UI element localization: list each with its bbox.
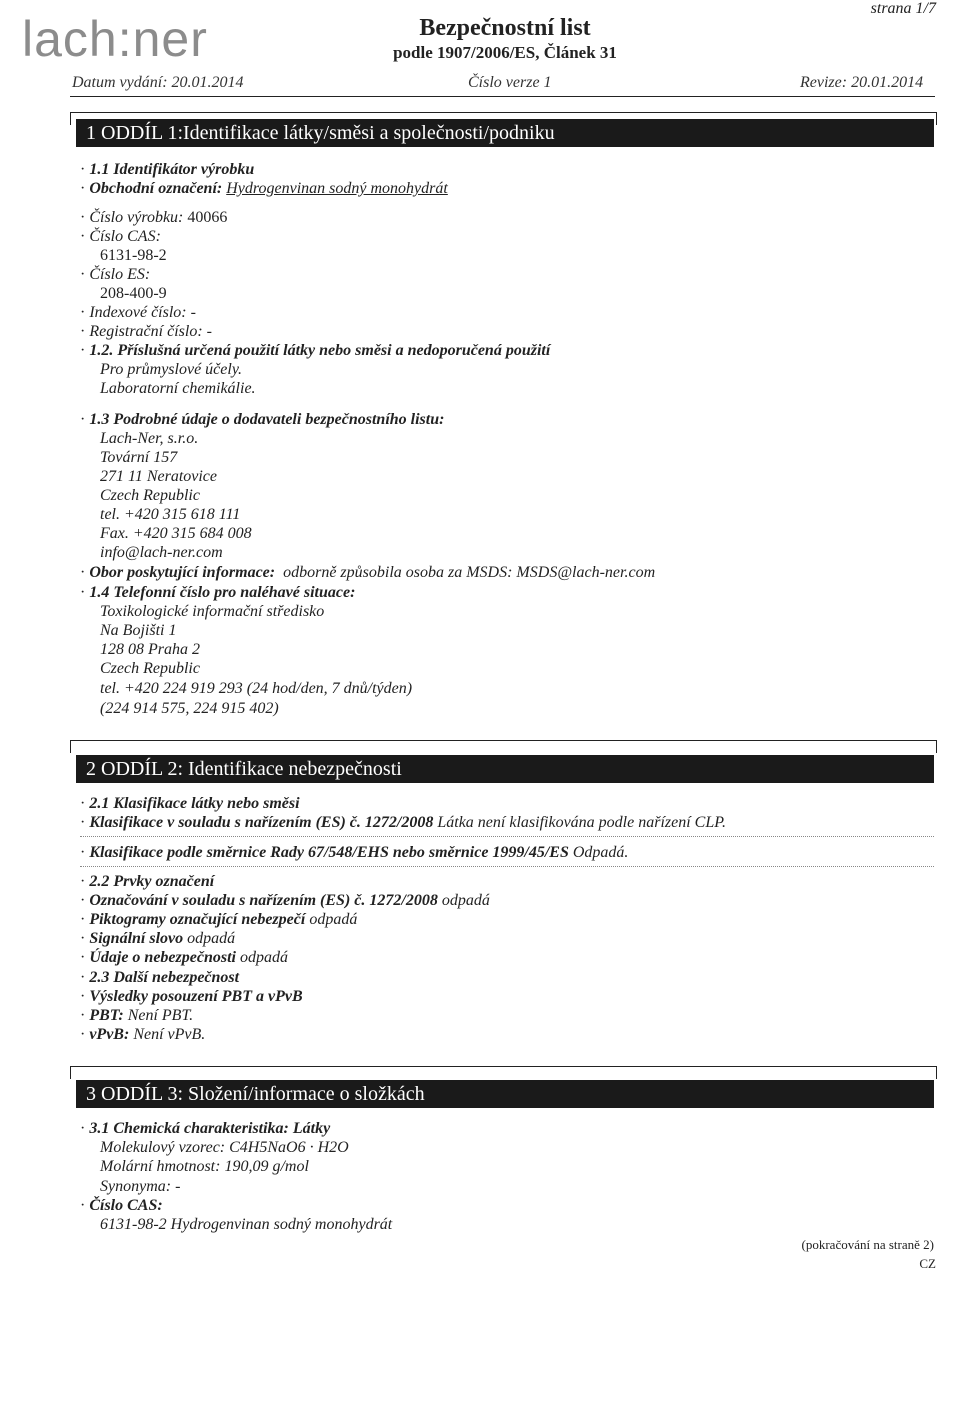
supplier-line: 271 11 Neratovice <box>100 468 218 485</box>
product-number: · Číslo výrobku: 40066 <box>80 209 228 226</box>
emergency-line: (224 914 575, 224 915 402) <box>100 700 279 717</box>
language-code: CZ <box>919 1256 936 1271</box>
es-number: 208-400-9 <box>100 285 167 302</box>
dsd-classification: · Klasifikace podle směrnice Rady 67/548/EHS nebo směrnice 1999/45/ES Odpadá. <box>80 844 629 861</box>
pictograms: · Piktogramy označující nebezpečí odpadá <box>80 911 358 928</box>
labelling: · Označování v souladu s nařízením (ES) č. 1272/2008 odpadá <box>80 892 490 909</box>
registration-number: · Registrační číslo: - <box>80 323 212 340</box>
dotted-divider <box>80 866 934 867</box>
info-contact: · Obor poskytující informace: odborně způsobila osoba za MSDS: MSDS@lach-ner.com <box>80 564 656 581</box>
revision-date: Revize: 20.01.2014 <box>800 74 924 91</box>
hazard-statements: · Údaje o nebezpečnosti odpadá <box>80 949 288 966</box>
document-title: Bezpečnostní list <box>419 15 591 41</box>
section-2-heading: 2 ODDÍL 2: Identifikace nebezpečnosti <box>76 755 934 783</box>
supplier-line: tel. +420 315 618 111 <box>100 506 241 523</box>
synonyms: Synonyma: - <box>100 1178 181 1195</box>
signal-word: · Signální slovo odpadá <box>80 930 236 947</box>
section-1-heading: 1 ODDÍL 1:Identifikace látky/směsi a společnosti/podniku <box>76 119 934 147</box>
supplier-email[interactable]: info@lach-ner.com <box>100 544 223 561</box>
supplier-line: Lach-Ner, s.r.o. <box>100 430 199 447</box>
use-line: Laboratorní chemikálie. <box>100 380 256 397</box>
page-number: strana 1/7 <box>870 0 936 17</box>
molar-mass: Molární hmotnost: 190,09 g/mol <box>100 1158 309 1175</box>
pbt-line: · PBT: Není PBT. <box>80 1007 194 1024</box>
pbt-results: · Výsledky posouzení PBT a vPvB <box>80 988 303 1005</box>
cas-line: 6131-98-2 Hydrogenvinan sodný monohydrát <box>100 1216 393 1233</box>
cas-label: · Číslo CAS: <box>80 1197 163 1214</box>
emergency-line: Czech Republic <box>100 660 200 677</box>
cas-label: · Číslo CAS: <box>80 228 161 245</box>
dotted-divider <box>80 836 934 837</box>
list-item: · 1.2. Příslušná určená použití látky nebo směsi a nedoporučená použití <box>80 342 551 359</box>
emergency-line: tel. +420 224 919 293 (24 hod/den, 7 dnů/týden) <box>100 680 413 697</box>
list-item: · 2.3 Další nebezpečnost <box>80 969 240 986</box>
index-number: · Indexové číslo: - <box>80 304 196 321</box>
clp-classification: · Klasifikace v souladu s nařízením (ES) č. 1272/2008 Látka není klasifikována podle nařízení CLP. <box>80 814 726 831</box>
emergency-line: Na Bojišti 1 <box>100 622 177 639</box>
supplier-line: Fax. +420 315 684 008 <box>100 525 252 542</box>
trade-name: · Obchodní označení: Hydrogenvinan sodný monohydrát <box>80 180 448 197</box>
es-label: · Číslo ES: <box>80 266 151 283</box>
supplier-line: Czech Republic <box>100 487 200 504</box>
issue-date: Datum vydání: 20.01.2014 <box>72 74 244 91</box>
emergency-line: 128 08 Praha 2 <box>100 641 200 658</box>
list-item: · 1.1 Identifikátor výrobku <box>80 161 255 178</box>
list-item: · 1.3 Podrobné údaje o dodavateli bezpečnostního listu: <box>80 411 445 428</box>
molecular-formula: Molekulový vzorec: C4H5NaO6 · H2O <box>100 1139 349 1156</box>
list-item: · 1.4 Telefonní číslo pro naléhavé situace: <box>80 584 356 601</box>
section-3-heading: 3 ODDÍL 3: Složení/informace o složkách <box>76 1080 934 1108</box>
continued-note: (pokračování na straně 2) <box>801 1237 934 1252</box>
list-item: · 2.2 Prvky označení <box>80 873 215 890</box>
section-frame <box>70 740 937 753</box>
list-item: · 3.1 Chemická charakteristika: Látky <box>80 1120 331 1137</box>
header-rule <box>70 96 935 97</box>
vpvb-line: · vPvB: Není vPvB. <box>80 1026 206 1043</box>
section-frame <box>70 1066 937 1079</box>
supplier-line: Tovární 157 <box>100 449 178 466</box>
use-line: Pro průmyslové účely. <box>100 361 243 378</box>
document-subtitle: podle 1907/2006/ES, Článek 31 <box>393 43 617 62</box>
list-item: · 2.1 Klasifikace látky nebo směsi <box>80 795 300 812</box>
version-number: Číslo verze 1 <box>468 74 552 91</box>
emergency-line: Toxikologické informační středisko <box>100 603 325 620</box>
company-logo: lach:ner <box>22 11 208 67</box>
cas-number: 6131-98-2 <box>100 247 167 264</box>
